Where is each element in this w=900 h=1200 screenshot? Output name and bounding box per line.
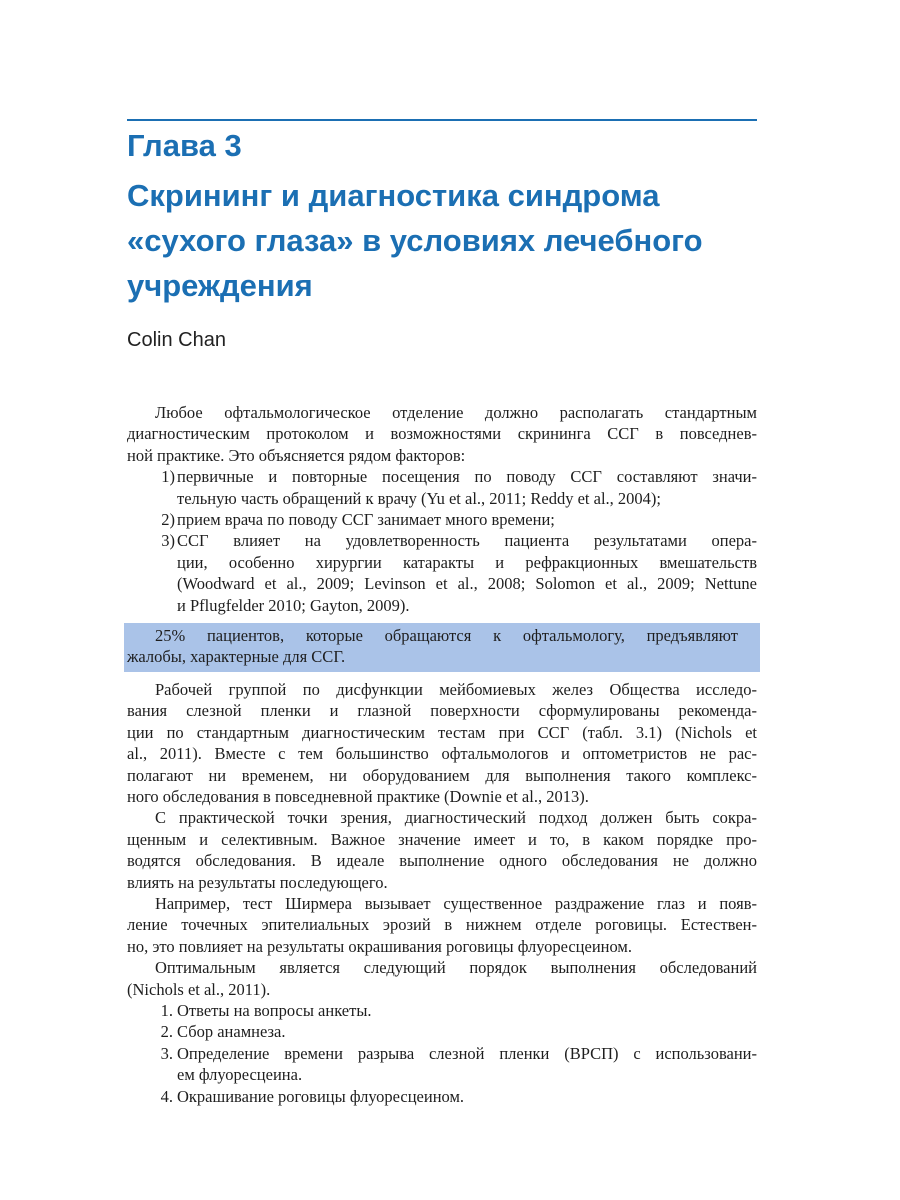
text-line: влиять на результаты последующего. (127, 872, 388, 892)
exam-order-item (127, 1021, 757, 1042)
chapter-label: Глава 3 (127, 128, 242, 163)
text-line: полагают ни временем, ни оборудованием для выполнения такого комплекс- (127, 765, 757, 785)
list-number: 3) (161, 531, 175, 551)
text-line: жалобы, характерные для ССГ. (127, 647, 346, 667)
text-line: водятся обследования. В идеале выполнение одного обследования не должно (127, 851, 757, 871)
text-line: ции по стандартным диагностическим тестам при ССГ (табл. 3.1) (Nichols et (127, 722, 757, 742)
text-line: Оптимальным является следующий порядок выполнения обследований (155, 958, 757, 978)
list-number: 2. (160, 1022, 173, 1042)
text-line: ССГ влияет на удовлетворенность пациента результатами опера- (177, 531, 757, 551)
text-line: первичные и повторные посещения по поводу ССГ составляют значи- (177, 467, 757, 487)
text-line: ного обследования в повседневной практике (Downie et al., 2013). (127, 786, 589, 806)
exam-order-item (127, 1086, 757, 1107)
factor-item (127, 466, 757, 509)
text-line: прием врача по поводу ССГ занимает много времени; (177, 510, 555, 530)
text-line: Определение времени разрыва слезной пленки (ВРСП) с использовани- (177, 1043, 757, 1063)
text-line: (Woodward et al., 2009; Levinson et al., 2008; Solomon et al., 2009; Nettune (177, 574, 757, 594)
text-line: диагностическим протоколом и возможностями скрининга ССГ в повседнев- (127, 424, 757, 444)
text-line: Например, тест Ширмера вызывает существенное раздражение глаз и появ- (155, 893, 757, 913)
text-line: но, это повлияет на результаты окрашивания роговицы флуоресцеином. (127, 936, 632, 956)
chapter-top-rule (127, 119, 757, 121)
text-line: Ответы на вопросы анкеты. (177, 1000, 372, 1020)
text-line: тельную часть обращений к врачу (Yu et al., 2011; Reddy et al., 2004); (177, 488, 661, 508)
chapter-title-line: Скрининг и диагностика синдрома (127, 178, 660, 213)
paragraph (127, 807, 757, 893)
paragraph (127, 893, 757, 957)
highlight-callout (124, 623, 760, 672)
text-line: Любое офтальмологическое отделение должно располагать стандартным (155, 403, 757, 422)
text-line: 25% пациентов, которые обращаются к офтальмологу, предъявляют (155, 626, 738, 646)
text-line: С практической точки зрения, диагностический подход должен быть сокра- (155, 808, 757, 828)
text-line: al., 2011). Вместе с тем большинство офтальмологов и оптометристов не рас- (127, 744, 757, 764)
paragraph (127, 679, 757, 807)
author-name: Colin Chan (127, 329, 226, 351)
text-line: щенным и селективным. Важное значение имеет и то, в каком порядке про- (127, 829, 757, 849)
text-line: Окрашивание роговицы флуоресцеином. (177, 1086, 465, 1106)
chapter-title (127, 173, 767, 308)
text-line: вания слезной пленки и глазной поверхности сформулированы рекоменда- (127, 701, 757, 721)
exam-order-item (127, 1043, 757, 1086)
list-number: 1. (160, 1000, 173, 1020)
list-number: 4. (160, 1086, 173, 1106)
list-number: 2) (161, 510, 175, 530)
intro-paragraph (127, 402, 757, 466)
text-line: Сбор анамнеза. (177, 1022, 286, 1042)
text-line: ной практике. Это объясняется рядом факторов: (127, 445, 466, 465)
text-line: Рабочей группой по дисфункции мейбомиевых желез Общества исследо- (155, 679, 757, 699)
text-line: ции, особенно хирургии катаракты и рефракционных вмешательств (177, 552, 757, 572)
paragraph (127, 957, 757, 1000)
text-line: ем флуоресцеина. (177, 1065, 303, 1085)
text-line: и Pflugfelder 2010; Gayton, 2009). (177, 595, 410, 615)
chapter-title-line: учреждения (127, 268, 313, 303)
list-number: 3. (160, 1043, 173, 1063)
text-line: ление точечных эпителиальных эрозий в нижнем отделе роговицы. Естествен- (127, 915, 757, 935)
factor-item (127, 509, 757, 530)
factor-item (127, 530, 757, 616)
chapter-title-line: «сухого глаза» в условиях лечебного (127, 223, 703, 258)
body-text (127, 402, 757, 1107)
text-line: (Nichols et al., 2011). (127, 979, 271, 999)
list-number: 1) (161, 467, 175, 487)
exam-order-item (127, 1000, 757, 1021)
